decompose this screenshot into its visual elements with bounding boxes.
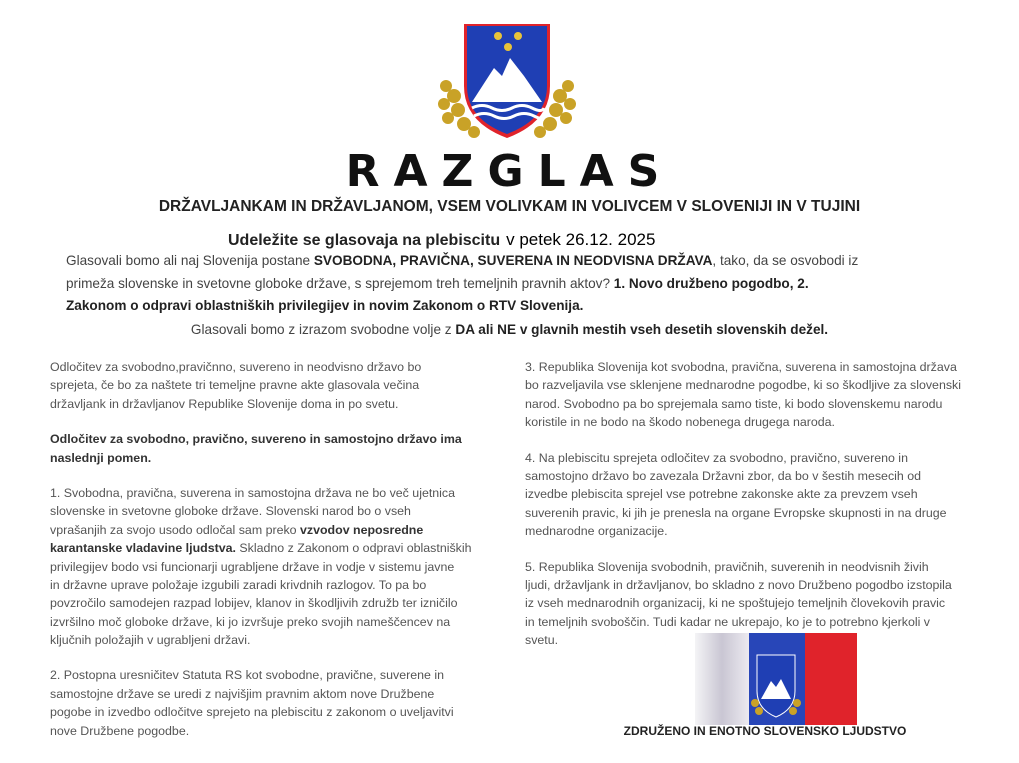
- text: 1. Svobodna, pravična, suverena in samostojna država ne bo več ujetnica: [50, 485, 456, 500]
- text: , tako, da se osvobodi iz: [712, 253, 859, 268]
- text: primeža slovenske in svetovne globoke države, s sprejemom treh temeljnih pravnih aktov?: [66, 276, 614, 291]
- right-column: [525, 358, 961, 649]
- text: sprejeta, če bo za naštete tri temeljne pravne akte glasovala večina: [50, 378, 420, 393]
- vote-date: v petek 26.12. 2025: [506, 230, 656, 249]
- text-line: [50, 631, 472, 649]
- text-line: [50, 502, 472, 520]
- text-line: [50, 666, 472, 684]
- text: izvršilno moč globoke države, ki jo izvršuje preko svojih nameščencev na: [50, 614, 451, 629]
- text: nove Družbene pogodbe.: [50, 723, 190, 738]
- text-line: [525, 576, 961, 594]
- signature: ZDRUŽENO IN ENOTNO SLOVENSKO LJUDSTVO: [623, 724, 907, 738]
- text: in državne uprave položaje izgubili zaradi krivdnih razlogov. To pa bo: [50, 577, 427, 592]
- intro-line: [66, 298, 583, 313]
- text: Skladno z Zakonom o odpravi oblastniških: [235, 541, 472, 556]
- text: izvedbe plebiscita sprejel vse potrebne zakonske akte za prevzem vseh: [525, 487, 918, 502]
- text-line: [525, 449, 961, 467]
- text: slovenske in svetovne globoke države. Slovenski narod bo o vseh: [50, 504, 411, 519]
- bold-text: Zakonom o odpravi oblastniških privilegijev in novim Zakonom o RTV Slovenija.: [66, 298, 584, 313]
- text-line: [525, 504, 961, 522]
- coat-of-arms-emblem: [432, 16, 582, 144]
- text: bo razveljavila vse sklenjene mednarodne pogodbe, ki so škodljive za slovenski: [525, 378, 961, 393]
- text: in temeljnih svoboščin. Tudi kadar ne ukrepajo, ko je to potrebno kjerkoli v: [525, 614, 930, 629]
- text: vprašanjih za svojo usodo odločal sam preko: [50, 522, 301, 537]
- text: svetu.: [525, 633, 559, 648]
- bold-text: SVOBODNA, PRAVIČNA, SUVERENA IN NEODVISNA DRŽAVA: [313, 253, 713, 268]
- text-line: [525, 613, 961, 631]
- text: povzročilo samodejen razpad lobijev, klanov in škodljivih združb ter izničilo: [50, 596, 458, 611]
- text: Odločitev za svobodno,pravičnno, suvereno in neodvisno državo bo: [50, 360, 422, 374]
- text-line: [525, 358, 961, 376]
- call-text: Udeležite se glasovaja na plebiscitu: [228, 232, 501, 249]
- bold-text: DA ali NE v glavnih mestih vseh desetih slovenskih dežel.: [455, 322, 829, 337]
- vote-line: [0, 322, 1019, 337]
- text: ljudi, državljank in državljanov, bo skladno z novo Družbeno pogodbo izstopila: [525, 577, 952, 592]
- text-line: [525, 522, 961, 540]
- text: iz vseh mednarodnih organizacij, ki ne spoštujejo temeljnih človekovih pravic: [525, 596, 946, 611]
- text-line: [525, 594, 961, 612]
- text-line: [50, 376, 472, 394]
- bold-text: naslednji pomen.: [50, 450, 152, 465]
- text-line: [525, 413, 961, 431]
- text-line: [525, 395, 961, 413]
- text-line: [525, 467, 961, 485]
- text-line: [525, 485, 961, 503]
- text: Glasovali bomo ali naj Slovenija postane: [66, 253, 314, 268]
- text-line: [50, 685, 472, 703]
- text: 3. Republika Slovenija kot svobodna, pravična, suverena in samostojna država: [525, 360, 957, 374]
- paragraph: [525, 449, 961, 541]
- text-line: [525, 558, 961, 576]
- text: pogobe in izvedbo odločitve sprejeto na plebiscitu z zakonom o uveljavitvi: [50, 705, 454, 720]
- text-line: [50, 484, 472, 502]
- text-line: [50, 703, 472, 721]
- intro-line: [66, 276, 809, 291]
- text: državljank in državljanov Republike Slovenije doma in po svetu.: [50, 396, 399, 411]
- paragraph: [50, 666, 472, 740]
- text-line: [50, 613, 472, 631]
- paragraph: [525, 358, 961, 432]
- text: privilegijev bodo vsi funcionarji ugrabljene države in vodje v sistemu javne: [50, 559, 455, 574]
- intro-line: [66, 253, 858, 268]
- text-line: [50, 722, 472, 740]
- paragraph: [50, 358, 472, 413]
- text-line: [50, 395, 472, 413]
- text: koristile in ne bodo na škodo nobenega drugega naroda.: [525, 415, 836, 430]
- slovenian-flag-image: [695, 633, 857, 725]
- text-line: [525, 376, 961, 394]
- text: suverenih pravic, ki jih je prenesla na organe Evropske skupnosti in na druge: [525, 505, 947, 520]
- paragraph: [50, 484, 472, 650]
- text-line: [50, 558, 472, 576]
- text: mednarodne organizacije.: [525, 524, 668, 539]
- text-line: [50, 358, 472, 376]
- text-line: [50, 594, 472, 612]
- bold-text: karantanske vladavine ljudstva.: [50, 541, 236, 556]
- text-line: [50, 539, 472, 557]
- text: samostojno državo bo zavezala Državni zbor, da bo v šestih mesecih od: [525, 468, 922, 483]
- text: Glasovali bomo z izrazom svobodne volje z: [190, 322, 456, 337]
- bold-text: Odločitev za svobodno, pravično, suvereno in samostojno državo ima: [50, 432, 462, 447]
- text: 5. Republika Slovenija svobodnih, pravičnih, suverenih in neodvisnih živih: [525, 559, 929, 574]
- text-line: [50, 521, 472, 539]
- bold-text: 1. Novo družbeno pogodbo, 2.: [613, 276, 809, 291]
- text: 4. Na plebiscitu sprejeta odločitev za svobodno, pravično, suvereno in: [525, 450, 908, 465]
- text-line: [50, 576, 472, 594]
- call-to-vote: [228, 230, 655, 250]
- bold-text: vzvodov neposredne: [300, 522, 424, 537]
- text: ključnih položajih v ugrabljeni državi.: [50, 633, 251, 648]
- left-column: [50, 358, 472, 740]
- text: samostojne države se uredi z najvišjim pravnim aktom nove Družbene: [50, 686, 435, 701]
- page-title: RAZGLAS: [345, 146, 674, 197]
- text-line: [50, 430, 472, 448]
- text: narod. Svobodno pa bo sprejemala samo tiste, ki bodo slovenskemu narodu: [525, 396, 943, 411]
- paragraph: [50, 430, 472, 467]
- subtitle: DRŽAVLJANKAM IN DRŽAVLJANOM, VSEM VOLIVKAM IN VOLIVCEM V SLOVENIJI IN V TUJINI: [158, 198, 861, 215]
- text-line: [50, 449, 472, 467]
- text: 2. Postopna uresničitev Statuta RS kot svobodne, pravične, suverene in: [50, 668, 444, 683]
